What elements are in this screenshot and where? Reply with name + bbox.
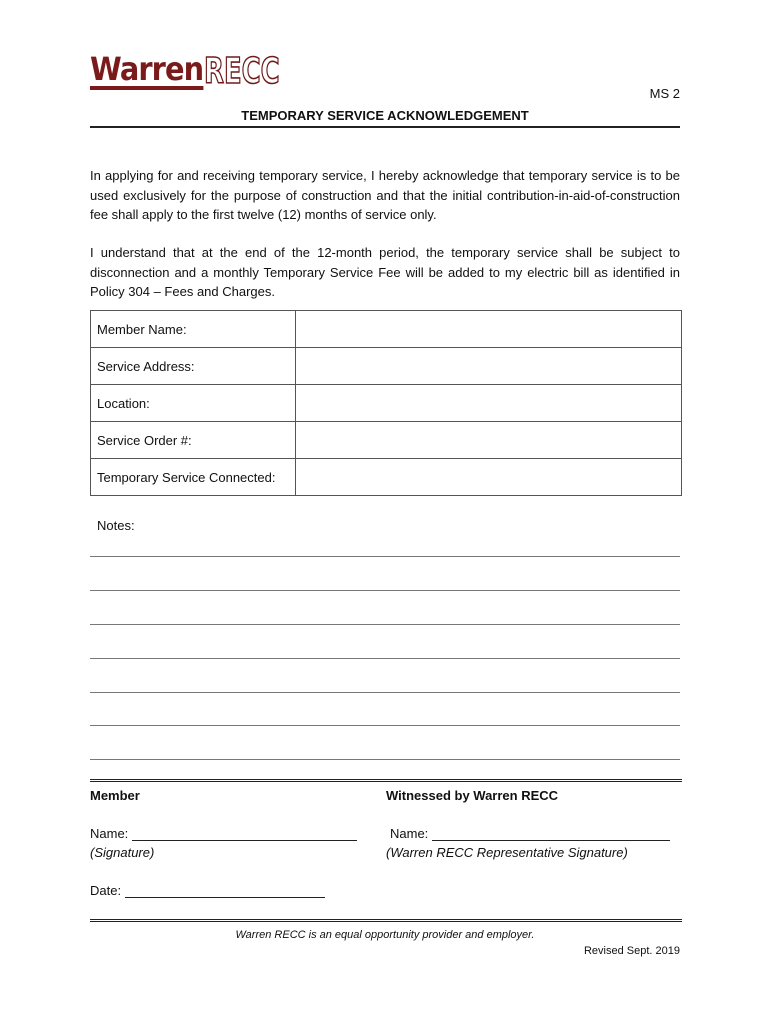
date-label: Date: <box>90 883 122 898</box>
member-heading: Member <box>90 788 140 803</box>
temporary-service-connected-label: Temporary Service Connected: <box>91 459 296 496</box>
member-name-field[interactable] <box>296 311 682 348</box>
service-address-field[interactable] <box>296 348 682 385</box>
witness-heading: Witnessed by Warren RECC <box>386 788 559 803</box>
location-field[interactable] <box>296 385 682 422</box>
notes-line[interactable] <box>90 692 680 693</box>
company-logo <box>90 50 309 90</box>
document-id: MS 2 <box>649 86 680 101</box>
location-label: Location: <box>91 385 296 422</box>
member-name-line <box>90 826 357 841</box>
notes-line[interactable] <box>90 725 680 726</box>
member-name-label: Member Name: <box>91 311 296 348</box>
logo-word: Warren <box>90 50 204 88</box>
notes-line[interactable] <box>90 759 680 760</box>
date-line <box>90 883 325 898</box>
table-row <box>91 348 682 385</box>
table-row <box>91 459 682 496</box>
notes-line[interactable] <box>90 624 680 625</box>
notes-line[interactable] <box>90 658 680 659</box>
member-name-sig-label: Name: <box>90 826 129 841</box>
service-address-label: Service Address: <box>91 348 296 385</box>
table-row <box>91 311 682 348</box>
date-field[interactable] <box>125 883 325 898</box>
acknowledgement-paragraph: In applying for and receiving temporary service, I hereby acknowledge that temporary service is to be used exclusively for the purpose of construction and that the initial contribution-in-aid-of-construction fee shall apply to the first twelve (12) months of service only. <box>90 168 680 222</box>
notes-label: Notes: <box>97 518 135 533</box>
temporary-service-connected-field[interactable] <box>296 459 682 496</box>
table-row <box>91 422 682 459</box>
member-signature-field[interactable] <box>132 826 357 841</box>
logo-mark: RECC <box>203 51 280 92</box>
service-info-table <box>90 310 682 496</box>
page-title: TEMPORARY SERVICE ACKNOWLEDGEMENT <box>241 108 529 123</box>
equal-opportunity-statement: Warren RECC is an equal opportunity provider and employer. <box>235 929 535 941</box>
notes-line[interactable] <box>90 590 680 591</box>
title-divider <box>90 126 680 128</box>
revision-date: Revised Sept. 2019 <box>583 945 680 957</box>
signature-section-divider <box>90 779 682 783</box>
witness-name-line <box>390 826 670 841</box>
footer-divider <box>90 919 682 923</box>
disconnection-paragraph: I understand that at the end of the 12-month period, the temporary service shall be subject to disconnection and a monthly Temporary Service Fee will be added to my electric bill as identified in Policy 304 – Fees and Charges. <box>90 245 680 299</box>
table-row <box>91 385 682 422</box>
notes-line[interactable] <box>90 556 680 557</box>
witness-signature-caption: (Warren RECC Representative Signature) <box>386 845 628 860</box>
witness-name-sig-label: Name: <box>390 826 429 841</box>
service-order-label: Service Order #: <box>91 422 296 459</box>
member-signature-caption: (Signature) <box>90 845 155 860</box>
service-order-field[interactable] <box>296 422 682 459</box>
witness-signature-field[interactable] <box>432 826 670 841</box>
